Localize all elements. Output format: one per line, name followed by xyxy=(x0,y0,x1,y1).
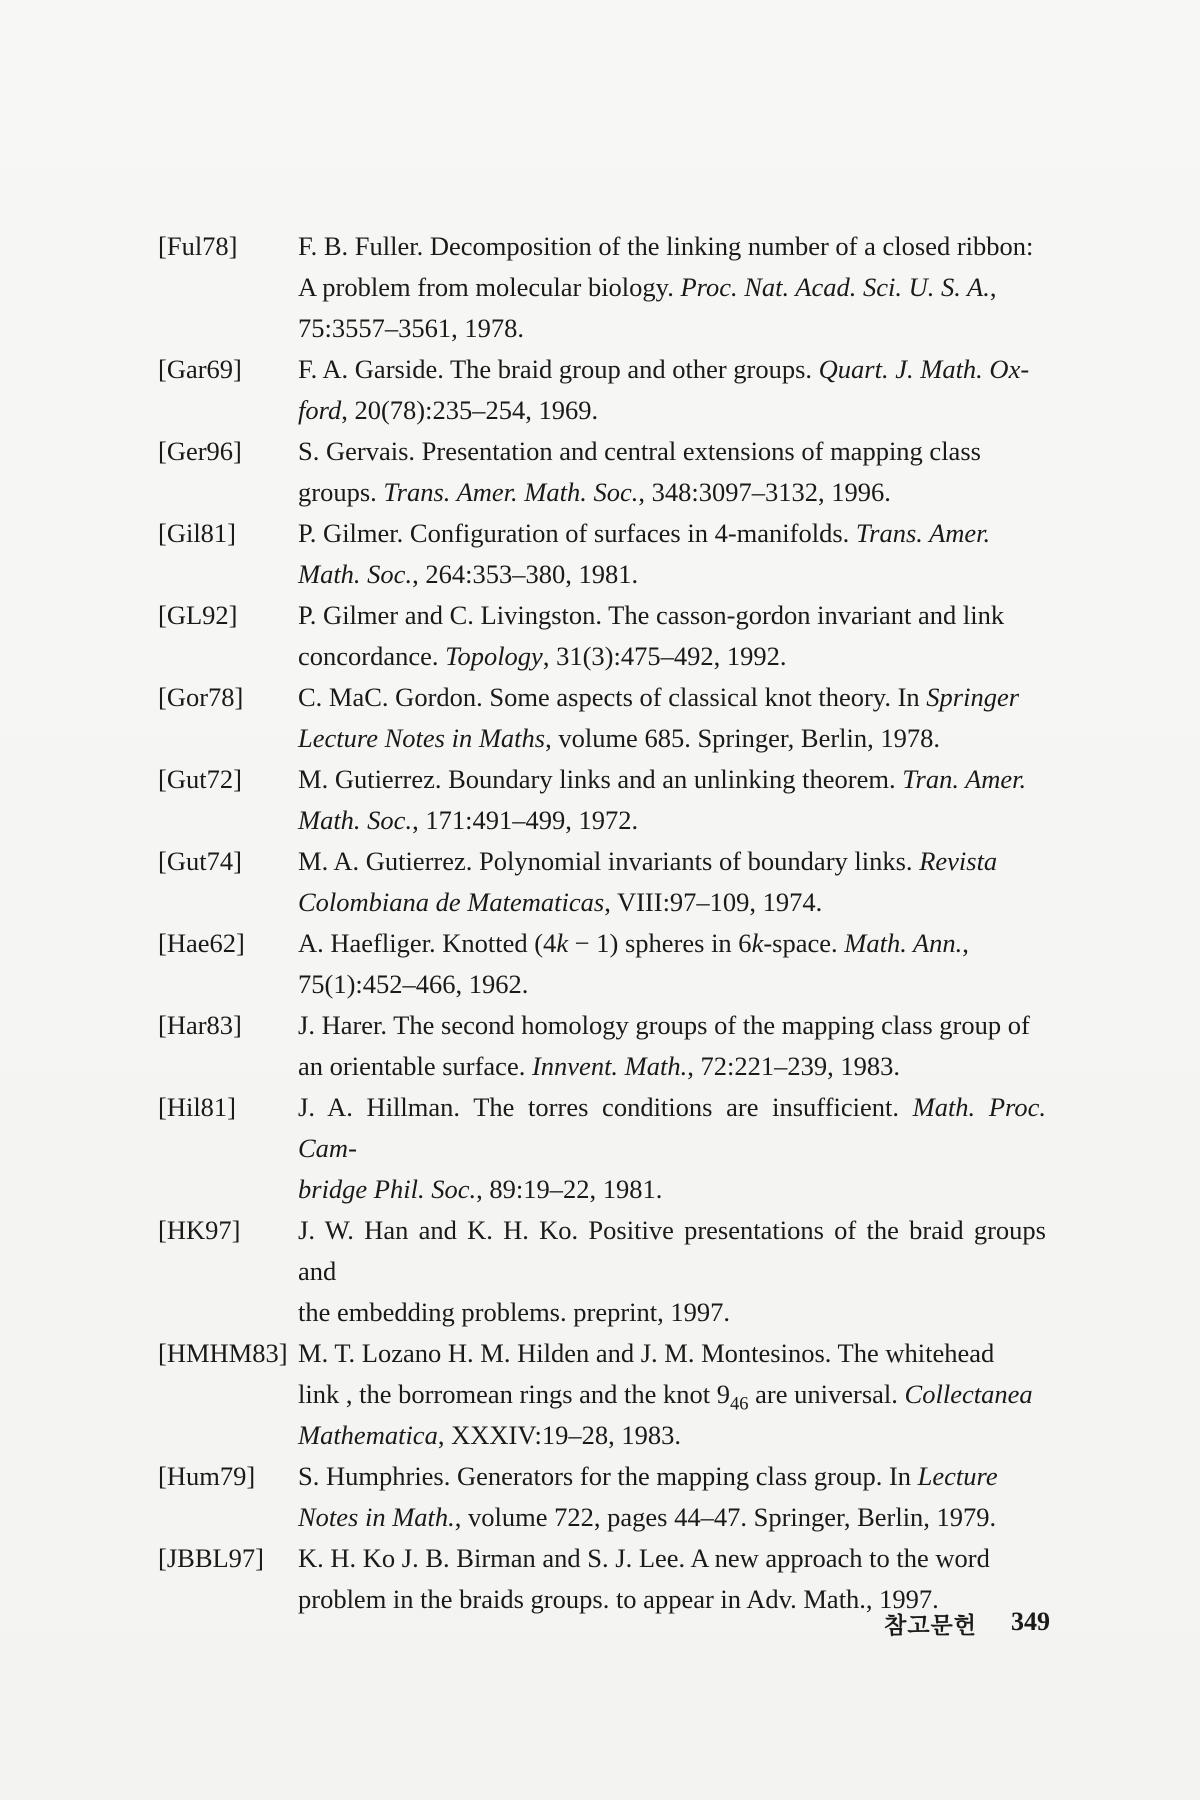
reference-text-run: , 89:19–22, 1981. xyxy=(476,1174,663,1204)
reference-entry xyxy=(158,1333,1058,1456)
reference-line xyxy=(298,1538,1046,1579)
reference-entry xyxy=(158,1087,1058,1210)
reference-line xyxy=(298,800,1046,841)
reference-entry xyxy=(158,923,1058,1005)
reference-text xyxy=(298,841,1046,923)
reference-text xyxy=(298,431,1046,513)
reference-line xyxy=(298,677,1046,718)
reference-line xyxy=(298,226,1046,267)
reference-text-run: -space. xyxy=(763,928,845,958)
reference-line xyxy=(298,1169,1046,1210)
reference-key: [JBBL97] xyxy=(158,1543,264,1573)
reference-line xyxy=(298,882,1046,923)
reference-list xyxy=(158,226,1058,1620)
reference-key: [Har83] xyxy=(158,1010,242,1040)
reference-text-run: link , the borromean rings and the knot 9 xyxy=(298,1379,731,1409)
reference-line xyxy=(298,1210,1046,1292)
reference-italic-run: Springer xyxy=(926,682,1020,712)
reference-italic-run: Trans. Amer. xyxy=(855,518,991,548)
reference-text-run: K. H. Ko J. B. Birman and S. J. Lee. A new approach to the word xyxy=(298,1543,990,1573)
reference-line xyxy=(298,308,1046,349)
reference-text-run: , 264:353–380, 1981. xyxy=(412,559,639,589)
reference-text xyxy=(298,595,1046,677)
reference-text xyxy=(298,226,1046,349)
reference-text-run: P. Gilmer. Configuration of surfaces in 4-manifolds. xyxy=(298,518,856,548)
reference-line xyxy=(298,390,1046,431)
reference-italic-run: Proc. Nat. Acad. Sci. U. S. A. xyxy=(680,272,990,302)
reference-key: [Gar69] xyxy=(158,354,242,384)
reference-line xyxy=(298,718,1046,759)
reference-text-run: A. Haefliger. Knotted (4 xyxy=(298,928,557,958)
reference-text-run: are universal. xyxy=(748,1379,905,1409)
reference-key: [Hil81] xyxy=(158,1092,237,1122)
reference-entry xyxy=(158,595,1058,677)
reference-text xyxy=(298,677,1046,759)
reference-text-run: groups. xyxy=(298,477,384,507)
reference-text-run: , volume 685. Springer, Berlin, 1978. xyxy=(545,723,941,753)
page-footer xyxy=(830,1607,1050,1640)
reference-text-run: , 20(78):235–254, 1969. xyxy=(341,395,599,425)
reference-line xyxy=(298,1005,1046,1046)
reference-key: [Gil81] xyxy=(158,518,237,548)
reference-key: [Gor78] xyxy=(158,682,244,712)
reference-line xyxy=(298,472,1046,513)
reference-line xyxy=(298,636,1046,677)
reference-italic-run: Math. Proc. Cam- xyxy=(298,1092,1046,1163)
reference-key: [HK97] xyxy=(158,1215,241,1245)
reference-entry xyxy=(158,1210,1058,1333)
reference-italic-run: Topology xyxy=(445,641,543,671)
reference-text xyxy=(298,759,1046,841)
reference-text xyxy=(298,923,1046,1005)
reference-italic-run: k xyxy=(556,928,569,958)
reference-text xyxy=(298,1210,1046,1333)
reference-text-run: 75:3557–3561, 1978. xyxy=(298,313,524,343)
reference-line xyxy=(298,1292,1046,1333)
reference-text-run: J. A. Hillman. The torres conditions are insufficient. xyxy=(298,1092,913,1122)
reference-line xyxy=(298,554,1046,595)
reference-entry xyxy=(158,226,1058,349)
reference-line xyxy=(298,595,1046,636)
reference-text-run: , VIII:97–109, 1974. xyxy=(604,887,823,917)
reference-line xyxy=(298,1333,1046,1374)
reference-key: [Hae62] xyxy=(158,928,245,958)
reference-text-run: , 171:491–499, 1972. xyxy=(412,805,639,835)
reference-text xyxy=(298,349,1046,431)
reference-line xyxy=(298,841,1046,882)
reference-line xyxy=(298,964,1046,1005)
reference-key: [HMHM83] xyxy=(158,1338,288,1368)
reference-text-run: problem in the braids groups. to appear in Adv. Math., 1997. xyxy=(298,1584,939,1614)
reference-text-run: C. MaC. Gordon. Some aspects of classical knot theory. In xyxy=(298,682,927,712)
reference-subscript: 46 xyxy=(730,1393,749,1415)
reference-text-run: , XXXIV:19–28, 1983. xyxy=(437,1420,681,1450)
reference-line xyxy=(298,1456,1046,1497)
reference-text-run: A problem from molecular biology. xyxy=(298,272,681,302)
reference-text-run: F. A. Garside. The braid group and other groups. xyxy=(298,354,819,384)
reference-text xyxy=(298,1005,1046,1087)
reference-line xyxy=(298,1415,1046,1456)
reference-line xyxy=(298,349,1046,390)
reference-text xyxy=(298,1333,1046,1456)
reference-line xyxy=(298,923,1046,964)
reference-text xyxy=(298,1456,1046,1538)
reference-entry xyxy=(158,431,1058,513)
reference-text-run: , xyxy=(962,928,969,958)
reference-line xyxy=(298,759,1046,800)
reference-italic-run: Notes in Math. xyxy=(298,1502,455,1532)
reference-text-run: − 1) spheres in 6 xyxy=(568,928,752,958)
reference-text-run: S. Gervais. Presentation and central extensions of mapping class xyxy=(298,436,981,466)
reference-entry xyxy=(158,1456,1058,1538)
page-number: 349 xyxy=(1011,1607,1050,1636)
reference-italic-run: Math. Soc. xyxy=(298,805,413,835)
running-footer-title: 참고문헌 xyxy=(884,1613,977,1639)
reference-text-run: , 72:221–239, 1983. xyxy=(687,1051,900,1081)
reference-text-run: P. Gilmer and C. Livingston. The casson-gordon invariant and link xyxy=(298,600,1005,630)
reference-text-run: , 348:3097–3132, 1996. xyxy=(638,477,891,507)
reference-line xyxy=(298,513,1046,554)
reference-entry xyxy=(158,1005,1058,1087)
reference-key: [Ful78] xyxy=(158,231,238,261)
reference-italic-run: Lecture xyxy=(917,1461,998,1491)
reference-text-run: , xyxy=(989,272,997,302)
reference-italic-run: Lecture Notes in Maths xyxy=(298,723,546,753)
reference-italic-run: Tran. Amer. xyxy=(902,764,1027,794)
reference-italic-run: ford xyxy=(298,395,342,425)
reference-text-run: concordance. xyxy=(298,641,446,671)
reference-key: [Gut72] xyxy=(158,764,242,794)
reference-italic-run: Collectanea xyxy=(904,1379,1033,1409)
reference-text-run: the embedding problems. preprint, 1997. xyxy=(298,1297,731,1327)
reference-text-run: M. T. Lozano H. M. Hilden and J. M. Montesinos. The whitehead xyxy=(298,1338,995,1368)
reference-italic-run: Colombiana de Matematicas xyxy=(298,887,605,917)
reference-text-run: F. B. Fuller. Decomposition of the linking number of a closed ribbon: xyxy=(298,231,1034,261)
reference-text-run: J. Harer. The second homology groups of the mapping class group of xyxy=(298,1010,1030,1040)
reference-line xyxy=(298,1497,1046,1538)
reference-key: [Ger96] xyxy=(158,436,242,466)
reference-italic-run: Innvent. Math. xyxy=(531,1051,688,1081)
reference-text-run: M. Gutierrez. Boundary links and an unlinking theorem. xyxy=(298,764,903,794)
reference-line xyxy=(298,1374,1046,1415)
reference-entry xyxy=(158,677,1058,759)
reference-italic-run: Trans. Amer. Math. Soc. xyxy=(383,477,639,507)
reference-text-run: S. Humphries. Generators for the mapping class group. In xyxy=(298,1461,918,1491)
reference-italic-run: Math. Soc. xyxy=(298,559,413,589)
reference-italic-run: Revista xyxy=(919,846,998,876)
reference-text-run: M. A. Gutierrez. Polynomial invariants of boundary links. xyxy=(298,846,920,876)
reference-italic-run: Mathematica xyxy=(298,1420,438,1450)
reference-key: [Hum79] xyxy=(158,1461,256,1491)
reference-line xyxy=(298,431,1046,472)
reference-entry xyxy=(158,349,1058,431)
reference-text-run: , 31(3):475–492, 1992. xyxy=(542,641,787,671)
reference-key: [Gut74] xyxy=(158,846,242,876)
reference-line xyxy=(298,1087,1046,1169)
reference-italic-run: k xyxy=(751,928,764,958)
reference-text xyxy=(298,513,1046,595)
reference-text-run: an orientable surface. xyxy=(298,1051,532,1081)
reference-key: [GL92] xyxy=(158,600,238,630)
reference-entry xyxy=(158,759,1058,841)
reference-italic-run: bridge Phil. Soc. xyxy=(298,1174,477,1204)
reference-line xyxy=(298,1046,1046,1087)
reference-entry xyxy=(158,513,1058,595)
reference-text-run: 75(1):452–466, 1962. xyxy=(298,969,529,999)
reference-text-run: , volume 722, pages 44–47. Springer, Berlin, 1979. xyxy=(454,1502,997,1532)
reference-entry xyxy=(158,841,1058,923)
reference-italic-run: Math. Ann. xyxy=(844,928,963,958)
reference-line xyxy=(298,267,1046,308)
reference-italic-run: Quart. J. Math. Ox- xyxy=(818,354,1030,384)
reference-text-run: J. W. Han and K. H. Ko. Positive presentations of the braid groups and xyxy=(298,1215,1046,1286)
reference-text xyxy=(298,1087,1046,1210)
